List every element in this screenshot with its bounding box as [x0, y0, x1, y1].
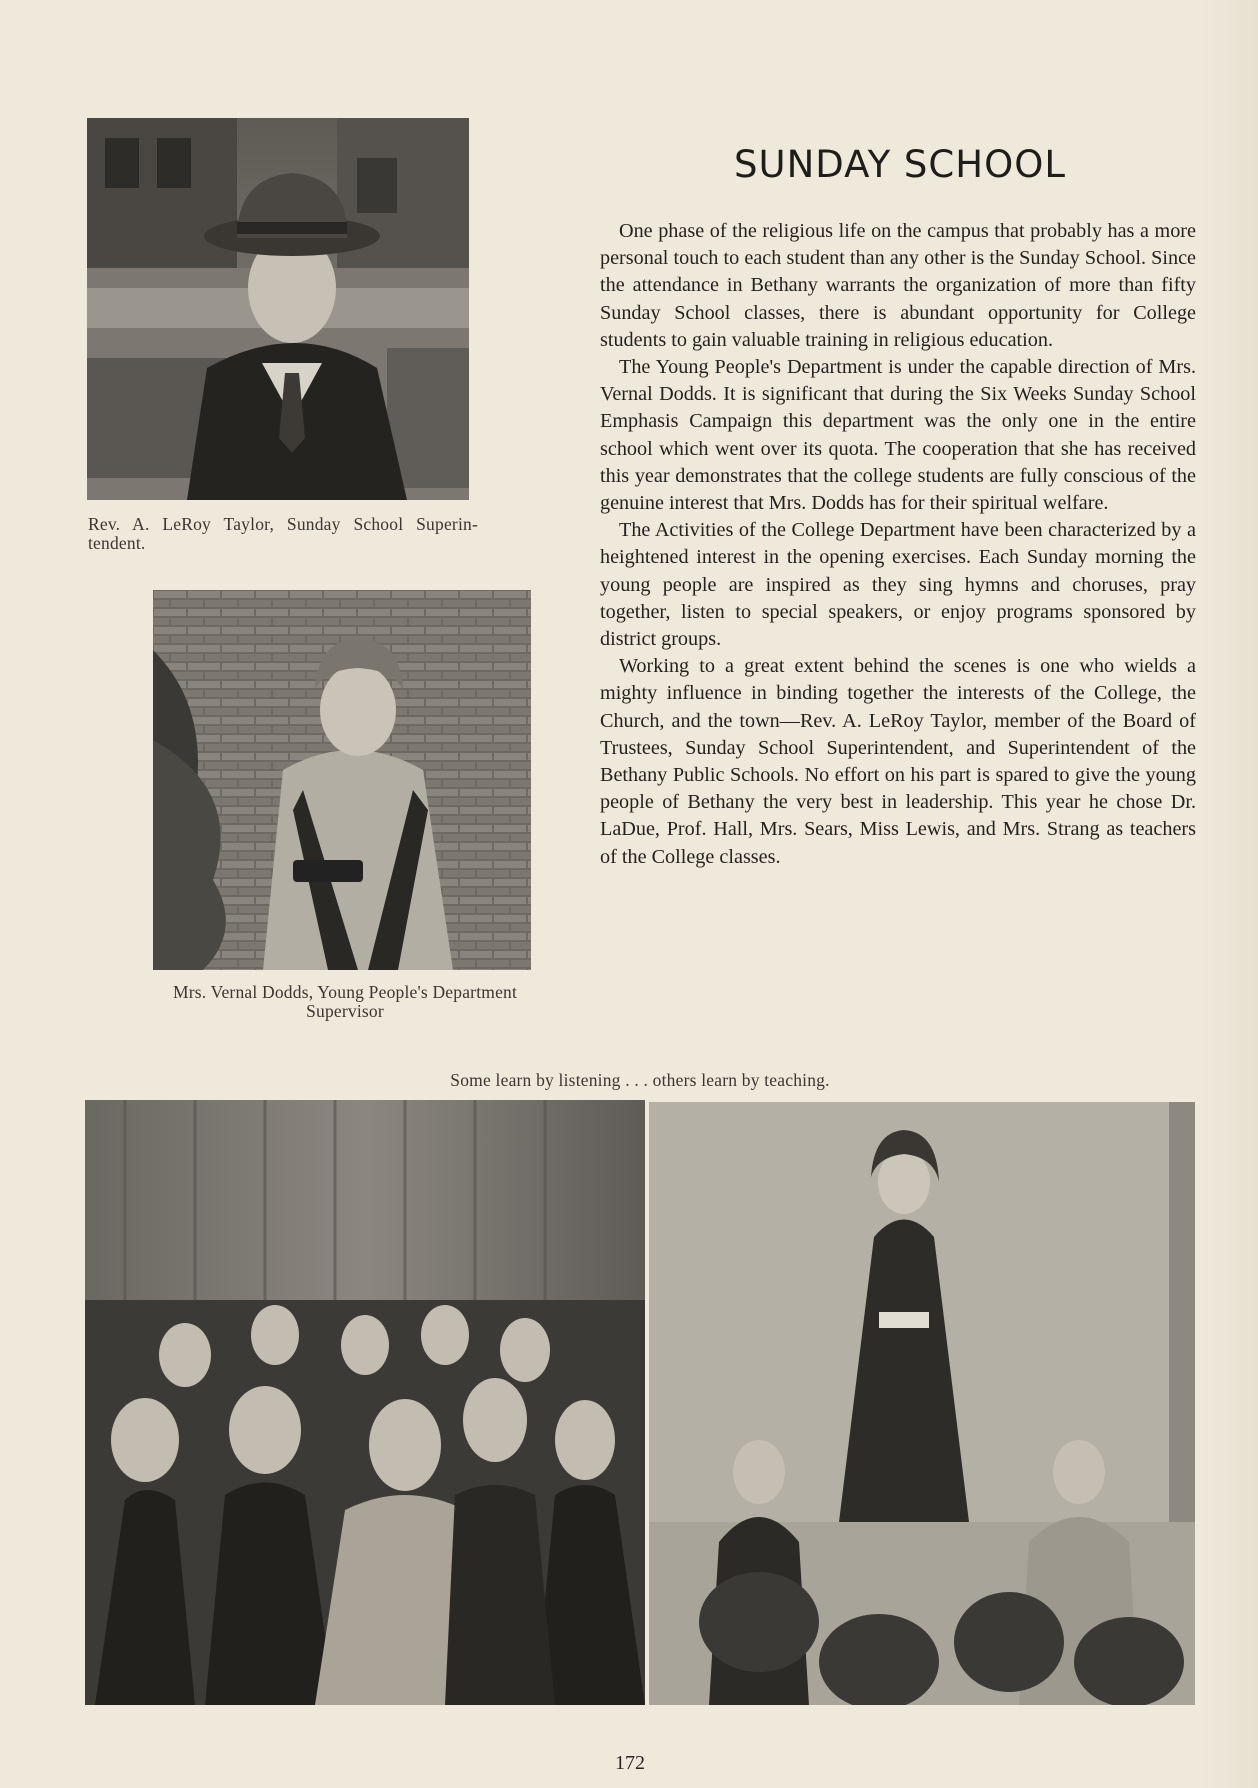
caption-bottom-photos: Some learn by listening . . . others learn by teaching.: [450, 1070, 830, 1090]
page-number: 172: [615, 1752, 645, 1774]
page-edge: [1200, 0, 1258, 1788]
article-paragraph: One phase of the religious life on the campus that probably has a more personal touch to each student than any other is the Sunday School. Since the attendance in Bethany warrants the organization of more than fifty Sunday School classes, there is abundant opportunity for College students to gain valuable training in religious education.: [600, 220, 1196, 351]
article-body: [600, 218, 1196, 871]
article-paragraph: The Activities of the College Department have been characterized by a heightened interest in the opening exercises. Each Sunday morning the young people are inspired as they sing hymns and choruses, pray together, listen to special speakers, or enjoy programs sponsored by district groups.: [600, 519, 1196, 651]
page-title: SUNDAY SCHOOL: [734, 143, 1066, 186]
caption-taylor: Rev. A. LeRoy Taylor, Sunday School Superin-tendent.: [88, 514, 478, 553]
photo-teaching-class: [649, 1102, 1195, 1705]
caption-dodds: Mrs. Vernal Dodds, Young People's Department Supervisor: [172, 982, 518, 1021]
photo-dodds-portrait: [153, 590, 531, 970]
article-paragraph: Working to a great extent behind the scenes is one who wields a mighty influence in binding together the interests of the College, the Church, and the town—Rev. A. LeRoy Taylor, member of the Board of Trustees, Sunday School Superintendent, and Superintendent of the Bethany Public Schools. No effort on his part is spared to give the young people of Bethany the very best in leadership. This year he chose Dr. LaDue, Prof. Hall, Mrs. Sears, Miss Lewis, and Mrs. Strang as teachers of the College classes.: [600, 655, 1196, 868]
photo-taylor-portrait: [87, 118, 469, 500]
article-paragraph: The Young People's Department is under the capable direction of Mrs. Vernal Dodds. It is significant that during the Six Weeks Sunday School Emphasis Campaign this department was the only one in the entire school which went over its quota. The cooperation that she has received this year demonstrates that the college students are fully conscious of the genuine interest that Mrs. Dodds has for their spiritual welfare.: [600, 356, 1196, 515]
photo-listening-audience: [85, 1100, 645, 1705]
